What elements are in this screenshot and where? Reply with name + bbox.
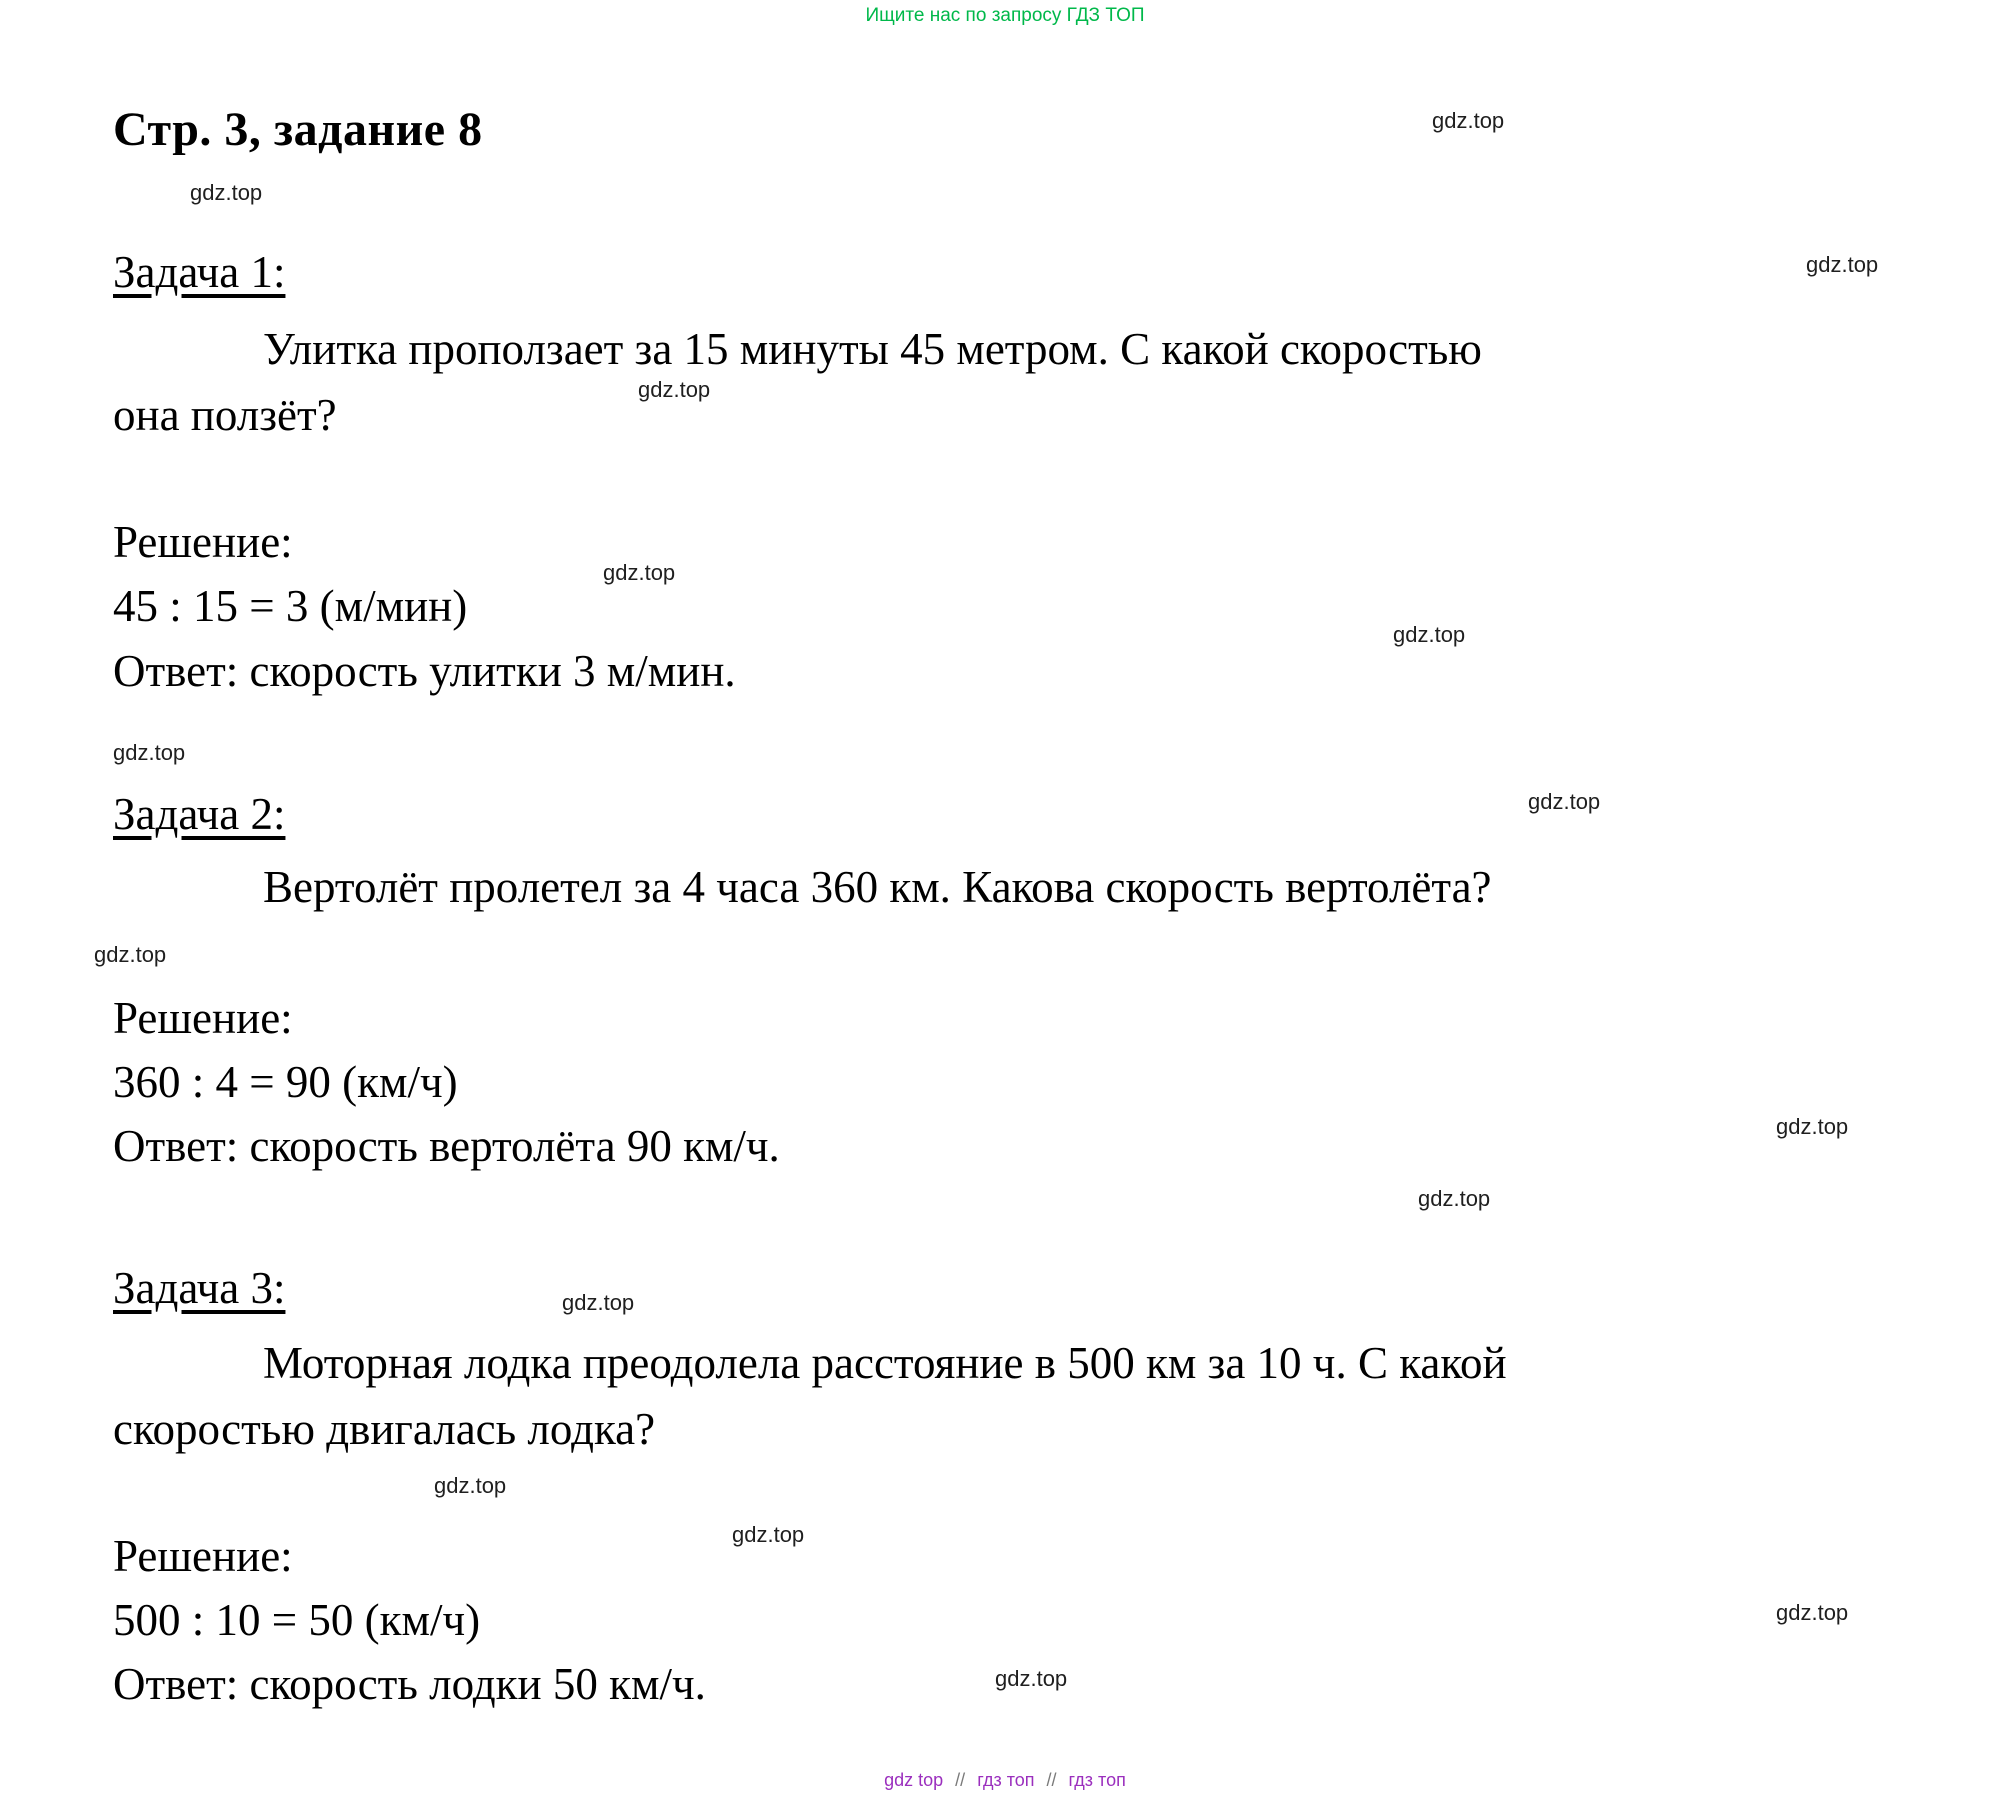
footer-watermark	[0, 1770, 2010, 1791]
gdz-watermark: gdz.top	[995, 1666, 1068, 1691]
gdz-watermark: gdz.top	[1528, 789, 1601, 814]
task-3-heading: Задача 3:	[113, 1263, 286, 1313]
task-3-problem-line-1: Моторная лодка преодолела расстояние в 500 км за 10 ч. С какой	[263, 1338, 1507, 1388]
task-1-problem-line-2: она ползёт?	[113, 390, 337, 440]
task-2-answer: Ответ: скорость вертолёта 90 км/ч.	[113, 1121, 780, 1171]
task-2-problem-line-1: Вертолёт пролетел за 4 часа 360 км. Какова скорость вертолёта?	[263, 862, 1492, 912]
task-3-solution-label: Решение:	[113, 1531, 293, 1581]
gdz-watermark: gdz.top	[638, 377, 711, 402]
gdz-watermark: gdz.top	[1776, 1600, 1849, 1625]
gdz-watermark: gdz.top	[190, 180, 263, 205]
footer-separator: //	[955, 1770, 966, 1790]
task-2-heading: Задача 2:	[113, 789, 286, 839]
top-banner: Ищите нас по запросу ГДЗ ТОП	[865, 5, 1145, 26]
task-3-answer: Ответ: скорость лодки 50 км/ч.	[113, 1659, 706, 1709]
footer-part-1: gdz top	[884, 1770, 944, 1790]
footer-part-3: гдз топ	[1068, 1770, 1126, 1790]
gdz-watermark: gdz.top	[1776, 1114, 1849, 1139]
gdz-watermark: gdz.top	[113, 740, 186, 765]
task-1-problem-line-1: Улитка проползает за 15 минуты 45 метром. С какой скоростью	[263, 324, 1482, 374]
task-3-problem	[113, 1330, 1913, 1462]
task-2-problem	[113, 854, 1913, 920]
footer-separator: //	[1046, 1770, 1057, 1790]
task-2-solution-label: Решение:	[113, 993, 293, 1043]
gdz-watermark: gdz.top	[1432, 108, 1505, 133]
gdz-watermark: gdz.top	[434, 1473, 507, 1498]
task-1-equation: 45 : 15 = 3 (м/мин)	[113, 581, 468, 631]
footer-part-2: гдз топ	[977, 1770, 1035, 1790]
gdz-watermark: gdz.top	[1806, 252, 1879, 277]
gdz-watermark: gdz.top	[1418, 1186, 1491, 1211]
gdz-watermark: gdz.top	[603, 560, 676, 585]
task-3-problem-line-2: скоростью двигалась лодка?	[113, 1404, 656, 1454]
page-title: Стр. 3, задание 8	[113, 103, 483, 156]
task-1-problem	[113, 316, 1913, 448]
gdz-watermark: gdz.top	[94, 942, 167, 967]
gdz-watermark: gdz.top	[562, 1290, 635, 1315]
task-1-heading: Задача 1:	[113, 247, 286, 297]
gdz-watermark: gdz.top	[732, 1522, 805, 1547]
task-2-equation: 360 : 4 = 90 (км/ч)	[113, 1057, 458, 1107]
task-1-answer: Ответ: скорость улитки 3 м/мин.	[113, 646, 736, 696]
gdz-watermark: gdz.top	[1393, 622, 1466, 647]
task-1-solution-label: Решение:	[113, 517, 293, 567]
task-3-equation: 500 : 10 = 50 (км/ч)	[113, 1595, 481, 1645]
